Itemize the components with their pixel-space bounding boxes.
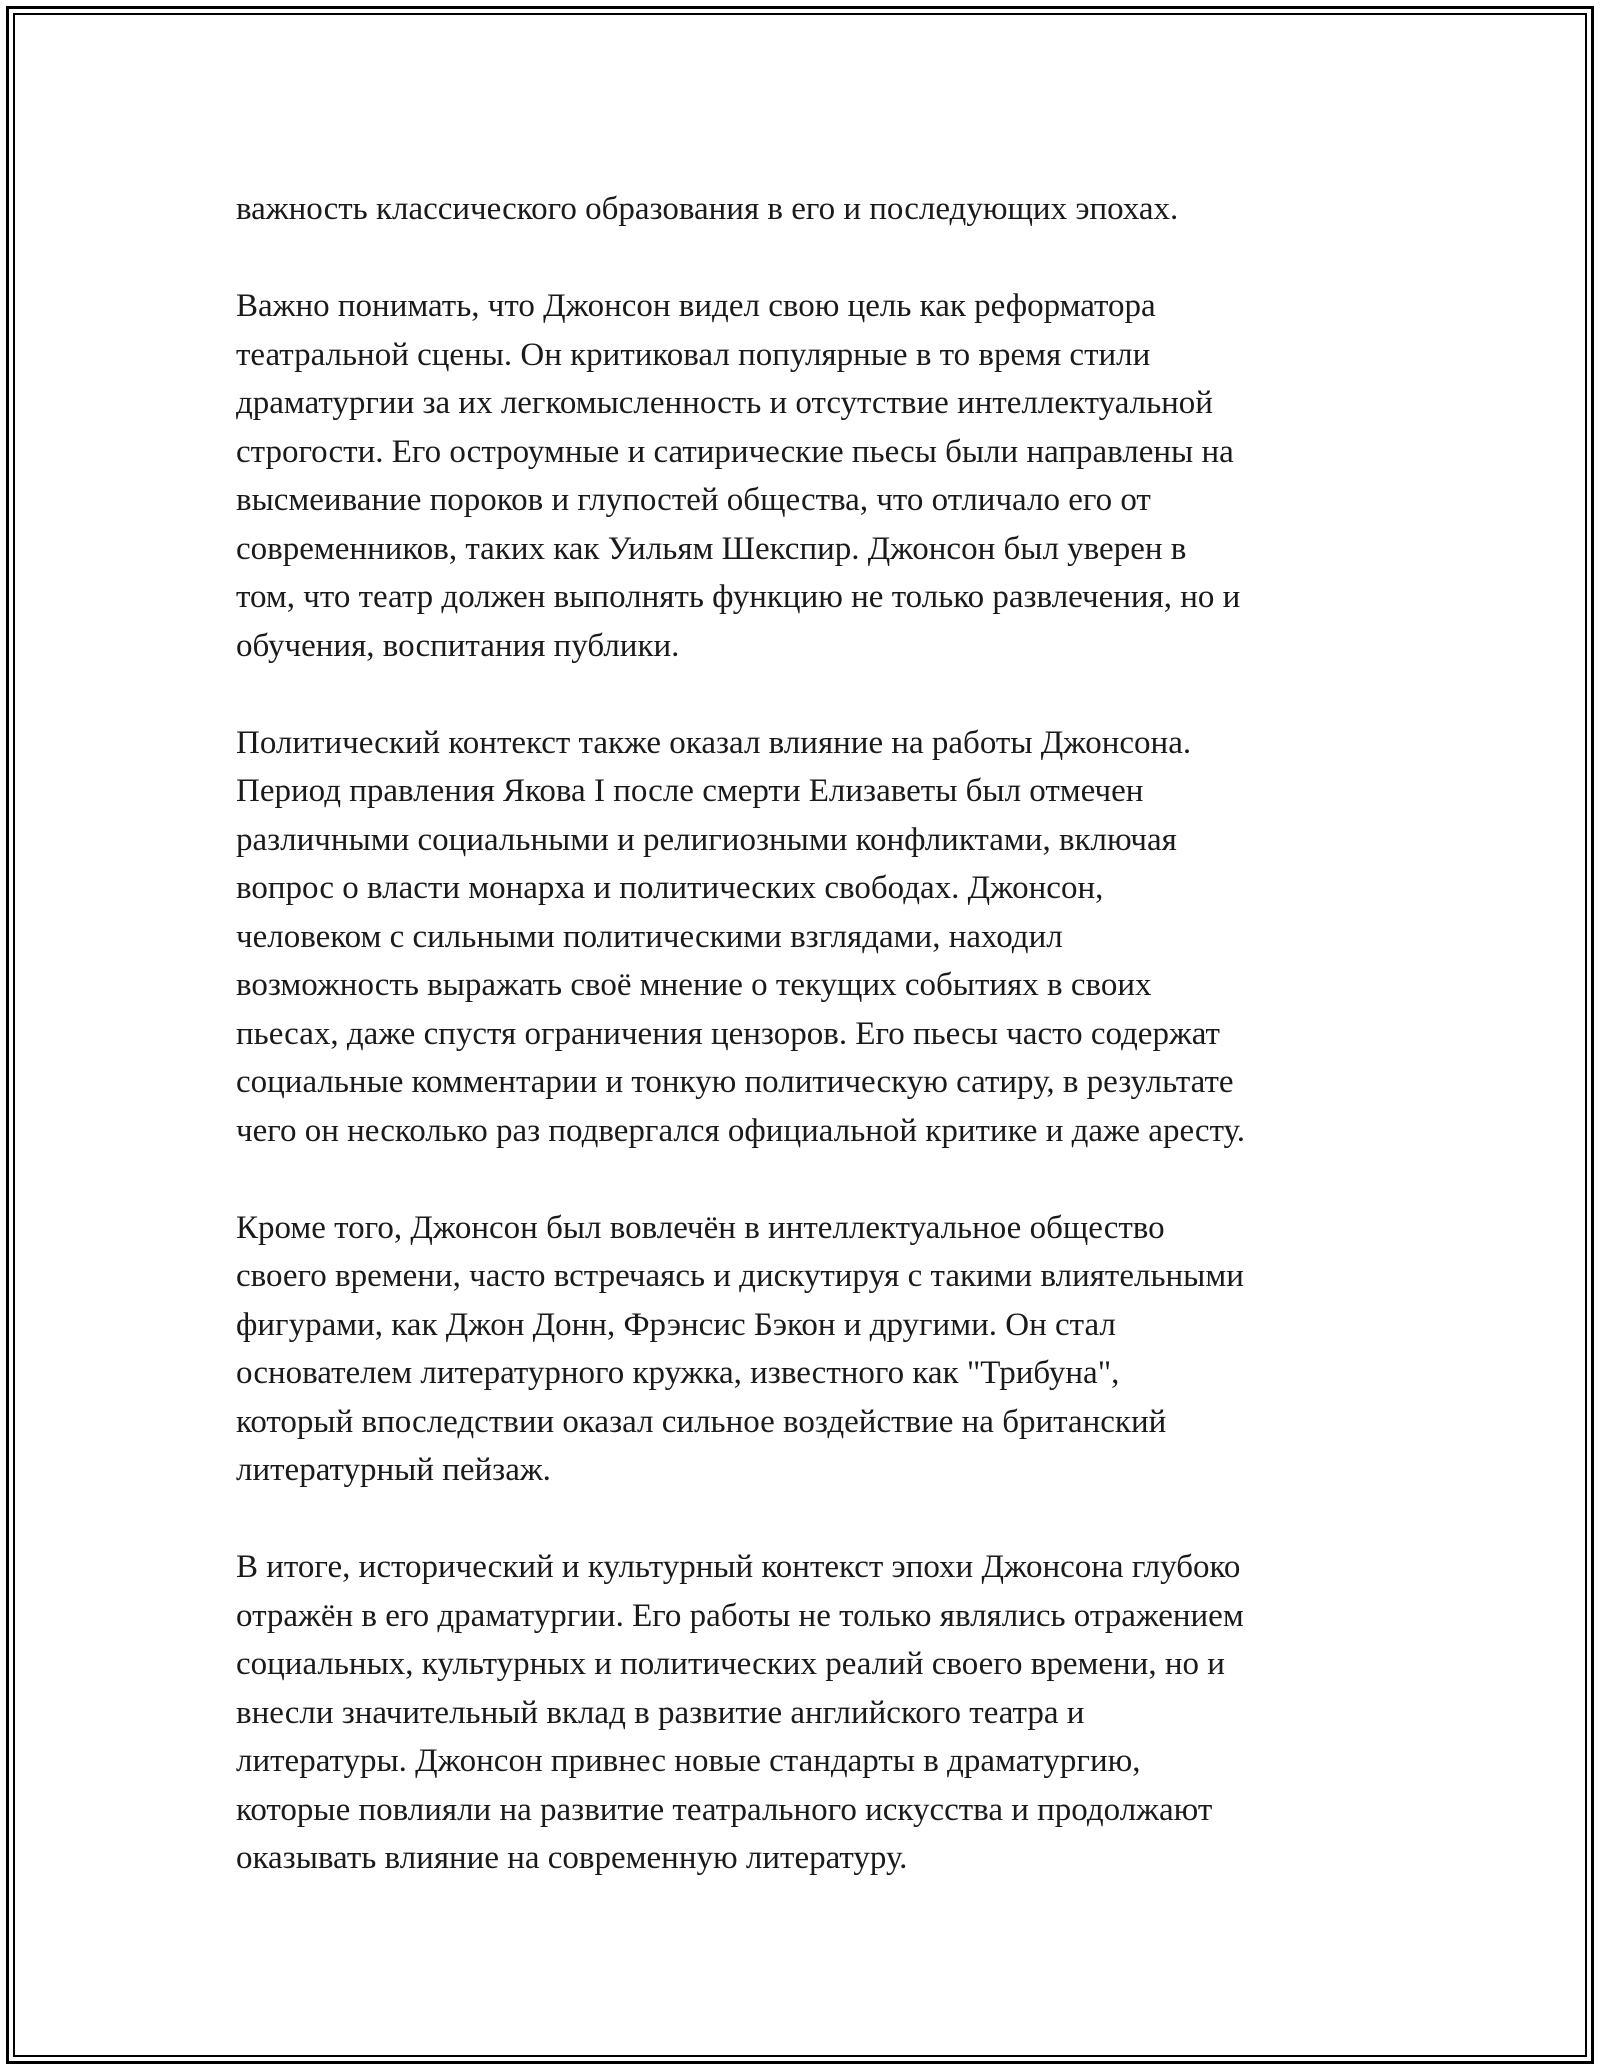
paragraph-1: важность классического образования в его и последующих эпохах.: [236, 191, 1179, 227]
document-body: [236, 185, 1396, 1931]
paragraph-2: Важно понимать, что Джонсон видел свою цель как реформатора театральной сцены. Он критиковал популярные в то время стили драматургии за их легкомысленность и отсутствие интеллектуальной строгости. Его остроумные и сатирические пьесы были направлены на высмеивание пороков и глупостей общества, что отличало его от современников, таких как Уильям Шекспир. Джонсон был уверен в том, что театр должен выполнять функцию не только развлечения, но и обучения, воспитания публики.: [236, 288, 1241, 664]
paragraph-4: Кроме того, Джонсон был вовлечён в интеллектуальное общество своего времени, часто встречаясь и дискутируя с такими влиятельными фигурами, как Джон Донн, Фрэнсис Бэкон и другими. Он стал основателем литературного кружка, известного как "Трибуна", который впоследствии оказал сильное воздействие на британский литературный пейзаж.: [236, 1209, 1244, 1488]
paragraph-5: В итоге, исторический и культурный контекст эпохи Джонсона глубоко отражён в его драматургии. Его работы не только являлись отражением социальных, культурных и политических реалий своего времени, но и внесли значительный вклад в развитие английского театра и литературы. Джонсон привнес новые стандарты в драматургию, которые повлияли на развитие театрального искусства и продолжают оказывать влияние на современную литературу.: [236, 1549, 1244, 1876]
paragraph-3: Политический контекст также оказал влияние на работы Джонсона. Период правления Якова I после смерти Елизаветы был отмечен различными социальными и религиозными конфликтами, включая вопрос о власти монарха и политических свободах. Джонсон, человеком с сильными политическими взглядами, находил возможность выражать своё мнение о текущих событиях в своих пьесах, даже спустя ограничения цензоров. Его пьесы часто содержат социальные комментарии и тонкую политическую сатиру, в результате чего он несколько раз подвергался официальной критике и даже аресту.: [236, 724, 1245, 1149]
